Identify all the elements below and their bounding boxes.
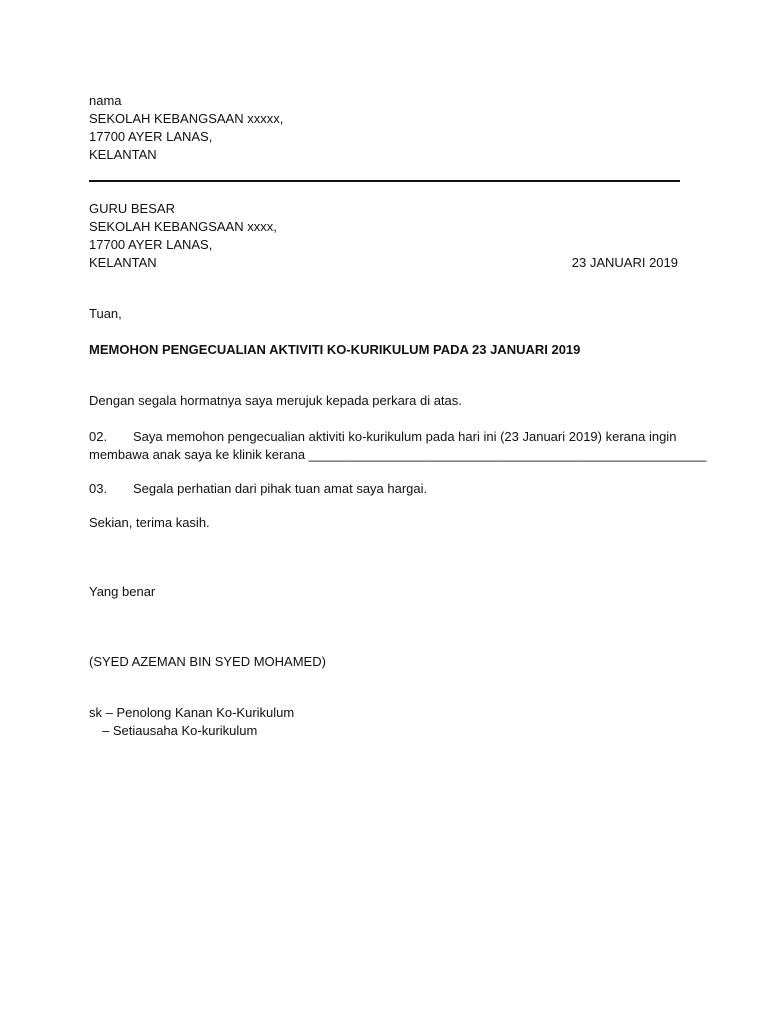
body-intro: Dengan segala hormatnya saya merujuk kepada perkara di atas. — [89, 393, 462, 408]
sender-address-line3: KELANTAN — [89, 147, 157, 162]
sender-address-line1: SEKOLAH KEBANGSAAN xxxxx, — [89, 111, 284, 126]
closing-text: Sekian, terima kasih. — [89, 515, 210, 530]
paragraph-03-number: 03. — [89, 481, 108, 496]
signoff: Yang benar — [89, 584, 156, 599]
paragraph-02-number: 02. — [89, 429, 108, 444]
salutation: Tuan, — [89, 306, 122, 321]
cc-line2: – Setiausaha Ko-kurikulum — [102, 723, 258, 738]
cc-line1: sk – Penolong Kanan Ko-Kurikulum — [89, 705, 295, 720]
header-divider — [89, 180, 680, 182]
paragraph-02-line2: membawa anak saya ke klinik kerana _______________________________________________________ — [89, 447, 707, 462]
sender-address-line2: 17700 AYER LANAS, — [89, 129, 213, 144]
letter-date: 23 JANUARI 2019 — [571, 255, 678, 270]
paragraph-03-text: Segala perhatian dari pihak tuan amat saya hargai. — [133, 481, 428, 496]
recipient-line3: 17700 AYER LANAS, — [89, 237, 213, 252]
recipient-line2: SEKOLAH KEBANGSAAN xxxx, — [89, 219, 277, 234]
signatory-name: (SYED AZEMAN BIN SYED MOHAMED) — [89, 654, 326, 669]
recipient-line1: GURU BESAR — [89, 201, 175, 216]
paragraph-03 — [89, 480, 427, 498]
paragraph-02-text: Saya memohon pengecualian aktiviti ko-kurikulum pada hari ini (23 Januari 2019) kerana ingin — [133, 429, 677, 444]
sender-name: nama — [89, 93, 122, 108]
letter-subject: MEMOHON PENGECUALIAN AKTIVITI KO-KURIKULUM PADA 23 JANUARI 2019 — [89, 342, 581, 357]
recipient-line4: KELANTAN — [89, 255, 157, 270]
paragraph-02-line1 — [89, 428, 676, 446]
